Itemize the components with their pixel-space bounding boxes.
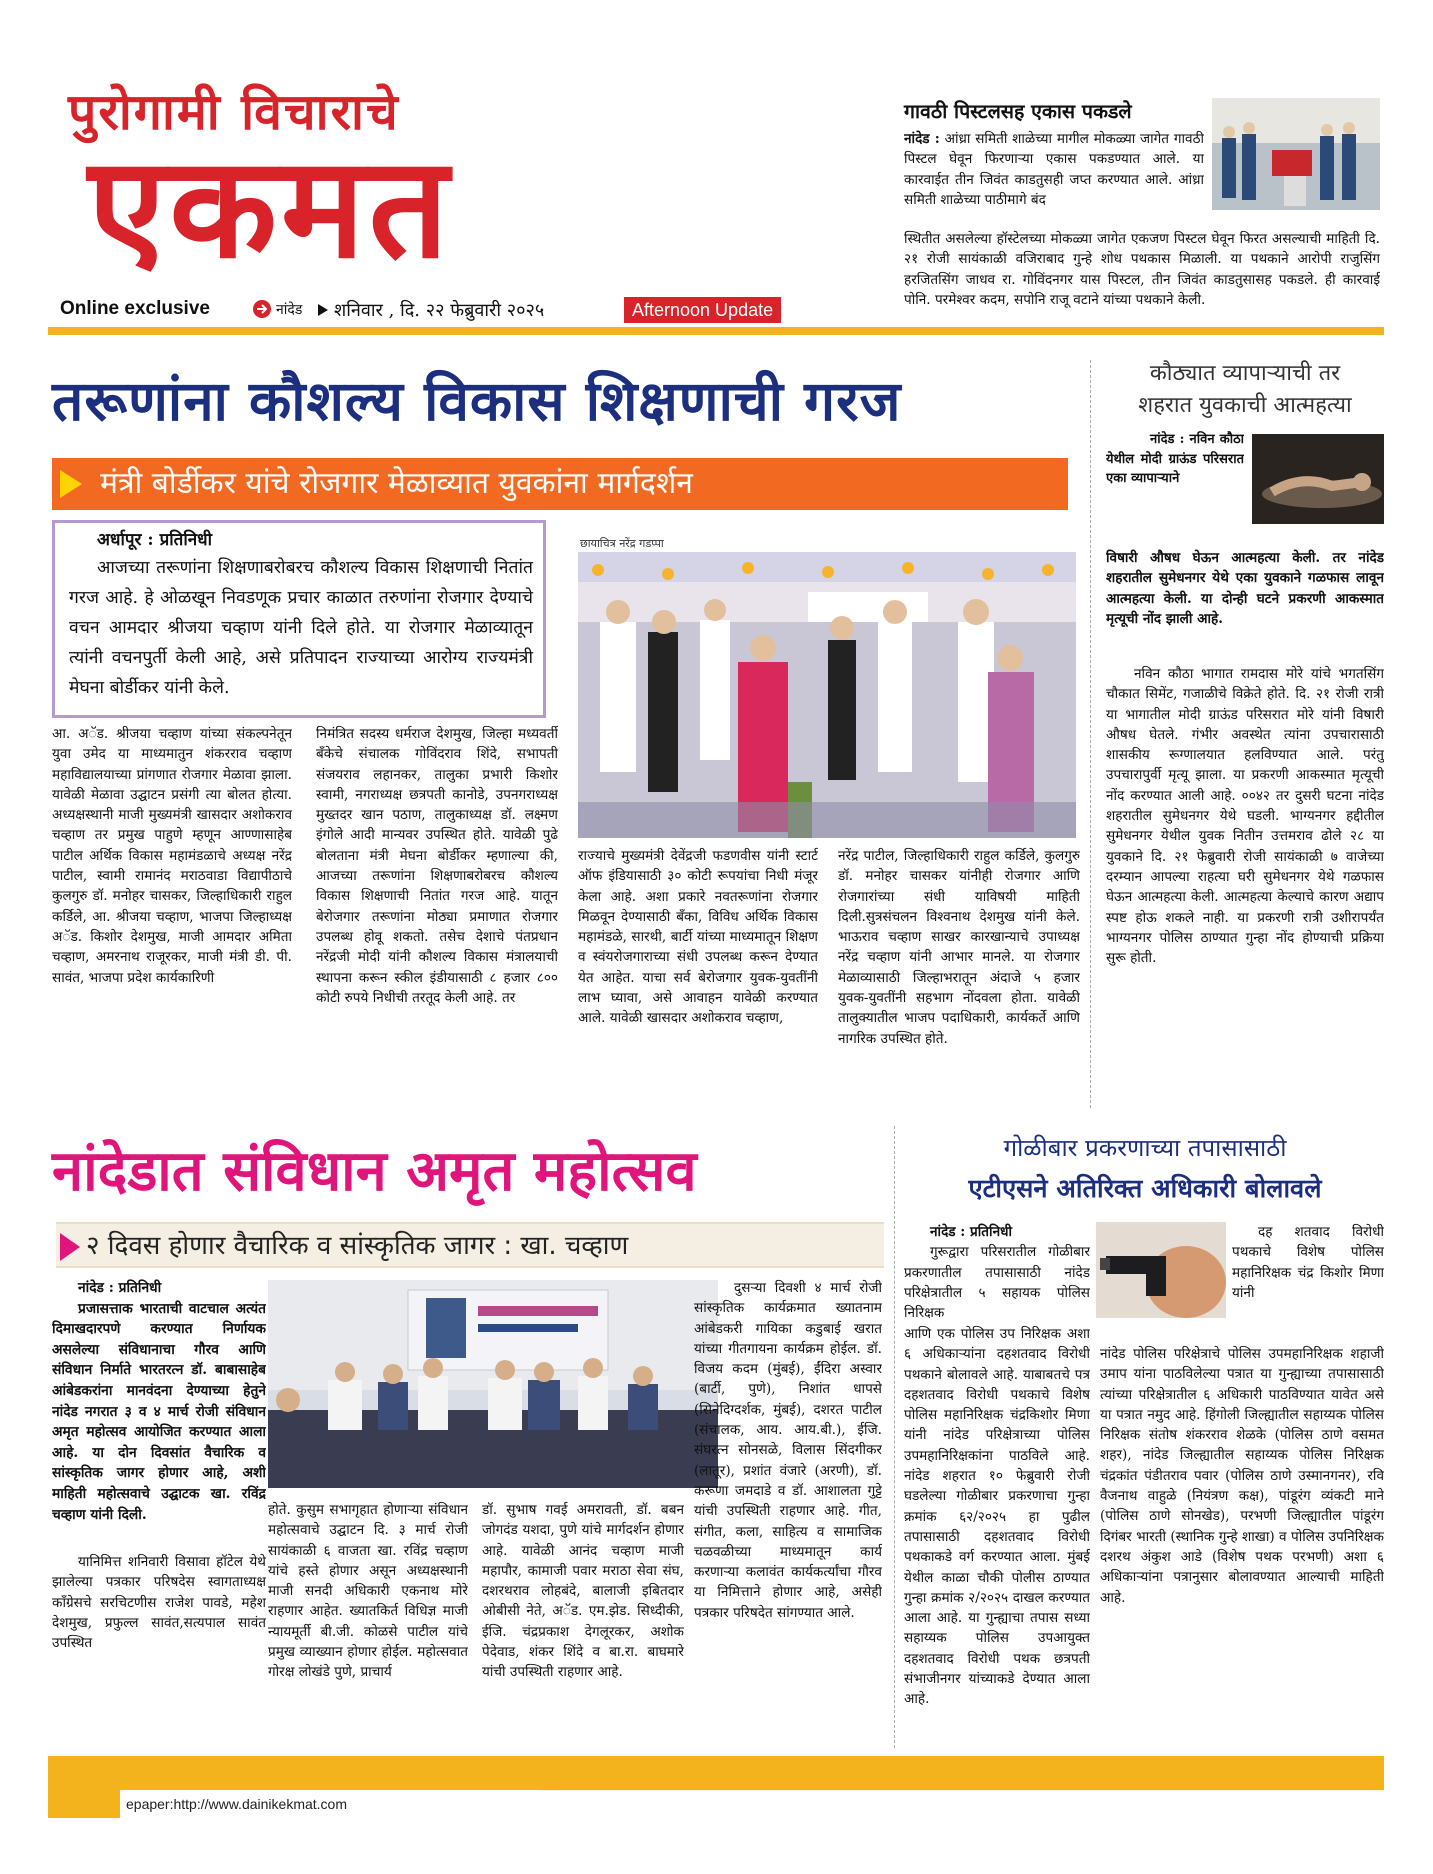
pink-triangle-icon bbox=[60, 1233, 80, 1261]
footer-epaper-link[interactable]: epaper:http://www.dainikekmat.com bbox=[126, 1796, 347, 1812]
suicide-intro-top: नविन कौठा येथील मोदी ग्राऊंड परिसरात एका व्यापाऱ्याने bbox=[1106, 432, 1244, 486]
suicide-story-top bbox=[1106, 430, 1244, 548]
column-divider bbox=[1090, 360, 1091, 1108]
firing-dateline: नांदेड : प्रतिनिधी bbox=[930, 1224, 1012, 1240]
top-gold-rule bbox=[48, 327, 1384, 335]
constitution-intro-block bbox=[52, 1278, 266, 1548]
firing-col2-top: दह शतवाद विरोधी पथकाचे विशेष पोलिस महानिरिक्षक चंद्र किशोर मिणा यांनी bbox=[1232, 1224, 1384, 1301]
lead-subhead: मंत्री बोर्डीकर यांचे रोजगार मेळाव्यात युवकांना मार्गदर्शन bbox=[100, 466, 693, 501]
dateline-date: शनिवार , दि. २२ फेब्रुवारी २०२५ bbox=[334, 300, 545, 321]
lead-subhead-bar bbox=[52, 458, 1068, 510]
constitution-column-3: डॉ. सुभाष गवई अमरावती, डॉ. बबन जोगदंड यशदा, पुणे यांचे मार्गदर्शन होणार आहे. यावेळी आनंद चव्हाण माजी महापौर, कामाजी पवार मराठा सेवा संघ, दशरथराव लोहबंदे, बालाजी इबितदार ओबीसी नेते, अॅड. एम.झेड. सिध्दीकी, ईजि. चंद्रप्रकाश देगलूरकर, अशोक पेदेवाड, शंकर शिंदे व बा.रा. बाघमारे यांची उपस्थिती राहणार आहे. bbox=[482, 1502, 684, 1681]
play-triangle-icon bbox=[318, 304, 328, 316]
pistol-story-body: स्थितीत असलेल्या हॉस्टेलच्या मोकळ्या जागेत एकजण पिस्टल घेवून फिरत असल्याची माहिती दि. २१ रोजी सायंकाळी वजिराबाद गुन्हे शोध पथकास मिळाली. या पथकाने आरोपी राजुसिंग हरजितसिंग जाधव रा. गोविंदनगर यास पिस्टल, तीन जिवंत काडतुसासह पकडले. ही कारवाई पोनि. परमेश्वर कदम, सपोनि राजू वटाने यांच्या पथकाने केली. bbox=[904, 231, 1380, 308]
constitution-column-4: दुसऱ्या दिवशी ४ मार्च रोजी सांस्कृतिक कार्यक्रमात ख्यातनाम आंबेडकरी गायिका कडुबाई खरात यांच्या गीतगायना कार्यक्रम होईल. डॉ. विजय कदम (मुंबई), ईंदिरा अस्वार (बार्टी, पुणे), निशांत धापसे (सिनेदिग्दर्शक, मुंबई), दशरत पाटील (संचालक, आय. आय.बी.), ईजि. संघरत्न सोनसळे, विलास सिंदगीकर (लातूर), प्रशांत वंजारे (अरणी), डॉ. करूणा जमदाडे व डॉ. आशालता गुट्टे यांची उपस्थिती राहणार आहे. गीत, संगीत, कला, साहित्य व सामाजिक चळवळीच्या माध्यमातून कार्य करणाऱ्या कलावंत कार्यकर्त्यांचा गौरव या निमित्ताने होणार आहे, असेही पत्रकार परिषदेत सांगण्यात आले. bbox=[694, 1280, 882, 1621]
constitution-subhead-bar bbox=[56, 1222, 884, 1268]
firing-headline-line-1: गोळीबार प्रकरणाच्या तपासासाठी bbox=[1003, 1134, 1287, 1162]
column-divider bbox=[894, 1126, 895, 1748]
firing-col1-top bbox=[904, 1222, 1090, 1340]
press-conference-photo bbox=[268, 1280, 718, 1488]
edition-badge: Afternoon Update bbox=[624, 297, 781, 323]
suicide-headline-line-1: कौठ्यात व्यापाऱ्याची तर bbox=[1149, 361, 1341, 386]
firing-col1-top-text: गुरूद्वारा परिसरातील गोळीबार प्रकरणातील तपासासाठी नांदेड परिक्षेत्रातील ५ सहायक पोलिस निरिक्षक bbox=[904, 1244, 1090, 1322]
constitution-intro: प्रजासत्ताक भारताची वाटचाल अत्यंत दिमाखदारपणे करण्यात निर्णायक असलेल्या संविधानाचा गौरव आणि संविधान निर्माते भारतरत्न डॉ. बाबासाहेब आंबेडकरांना मानवंदना देण्याच्या हेतुने नांदेड नगरात ३ व ४ मार्च रोजी संविधान अमृत महोत्सव आयोजित करण्यात आला आहे. या दोन दिवसांत वैचारिक व सांस्कृतिक जागर होणार आहे, अशी माहिती महोत्सवाचे उद्घाटक खा. रविंद्र चव्हाण यांनी दिली. bbox=[52, 1300, 266, 1523]
right-arrow-circle-icon bbox=[252, 299, 272, 319]
firing-column-1: आणि एक पोलिस उप निरिक्षक अशा ६ अधिकाऱ्यांना दहशतवाद विरोधी पथकाने बोलावले आहे. याबाबतचे पत्र दहशतवाद विरोधी पथकाचे विशेष पोलिस महानिरिक्षक चंद्रकिशोर मिणा यांनी नांदेड परिक्षेत्राच्या पोलिस उपमहानिरिक्षकांना पाठविले आहे. नांदेड शहरात १० फेब्रुवारी रोजी घडलेल्या गोळीबार प्रकरणाचा गुन्हा क्रमांक ६२/२०२५ हा पुढील तपासासाठी दहशतवाद विरोधी पथकाकडे वर्ग करण्यात आला. मुंबई येथील काळा चौकी पोलीस ठाण्यात गुन्हा क्रमांक २/२०२५ दाखल करण्यात आला आहे. या गुन्ह्याचा तपास सध्या सहाय्यक पोलिस उपआयुक्त दहशतवाद विरोधी पथक छत्रपती संभाजीनगर यांच्याकडे देण्यात आला आहे. bbox=[904, 1326, 1090, 1708]
pistol-story-lead-text: आंध्रा समिती शाळेच्या मागील मोकळ्या जागेत गावठी पिस्टल घेवून फिरणाऱ्या एकास पकडण्यात आले. या कारवाईत तीन जिवंत काडतुसही जप्त करण्यात आले. आंध्रा समिती शाळेच्या पाठीमागे बंद bbox=[904, 131, 1204, 208]
lead-column-4: नरेंद्र पाटील, जिल्हाधिकारी राहुल कर्डिले, कुलगुरु डॉ. मनोहर चासकर यांनीही रोजगार आणि रोजगारांच्या संधी याविषयी माहिती दिली.सुत्रसंचलन विश्वनाथ देशमुख यांनी केले. भाऊराव चव्हाण साखर कारखान्याचे उपाध्यक्ष नरेंद्र चव्हाण यांनी आभार मानले. या रोजगार मेळाव्यासाठी जिल्हाभरातून अंदाजे ५ हजार युवक-युवतींनी सहभाग नोंदवला होता. यावेळी तालुक्यातील भाजप पदाधिकारी, कार्यकर्ते आणि नागरिक उपस्थित होते. bbox=[838, 848, 1080, 1047]
lead-intro-box bbox=[52, 520, 546, 718]
constitution-headline: नांदेडात संविधान अमृत महोत्सव bbox=[52, 1139, 697, 1204]
online-exclusive-label: Online exclusive bbox=[60, 298, 210, 319]
firing-headline-line-2: एटीएसने अतिरिक्त अधिकारी बोलावले bbox=[968, 1174, 1322, 1204]
lead-column-1: आ. अॅड. श्रीजया चव्हाण यांच्या संकल्पनेतून युवा उमेद या माध्यमातुन शंकरराव चव्हाण महाविद्यालयाच्या प्रांगणात रोजगार मेळावा झाला. यावेळी मेळावा उद्घाटन प्रसंगी त्या बोलत होत्या. अध्यक्षस्थानी माजी मुख्यमंत्री खासदार अशोकराव चव्हाण तर प्रमुख पाहुणे म्हणून आण्णासाहेब पाटील अर्थिक विकास महामंडळाचे अध्यक्ष नरेंद्र पाटील, स्वामी रामानंद मराठवाडा विद्यापीठाचे कुलगुरु डॉ. मनोहर चासकर, जिल्हाधिकारी राहुल कर्डिले, आ. श्रीजया चव्हाण, भाजपा जिल्हाध्यक्ष अॅड. किशोर देशमुख, माजी आमदार अमिता चव्हाण, अमरनाथ राजूरकर, माजी मंत्री डी. पी. सावंत, भाजपा प्रदेश कार्यकारिणी bbox=[52, 726, 292, 986]
suicide-intro-rest: विषारी औषध घेऊन आत्महत्या केली. तर नांदेड शहरातील सुमेधनगर येथे एका युवकाने गळफास लावून आत्महत्या केली. या दोन्ही घटने प्रकरणी आकस्मात मृत्यूची नोंद झाली आहे. bbox=[1106, 550, 1384, 627]
lead-intro: आजच्या तरूणांना शिक्षणाबरोबरच कौशल्य विकास शिक्षणाची नितांत गरज आहे. हे ओळखून निवडणूक प्रचार काळात तरुणांना रोजगार देण्याचे वचन आमदार श्रीजया चव्हाण यांनी दिले होते. या रोजगार मेळाव्यातून त्यांनी वचनपुर्ती केली आहे, असे प्रतिपादन राज्याच्या आरोग्य राज्यमंत्री मेघना बोर्डीकर यांनी केले. bbox=[69, 558, 533, 698]
pistol-arrest-photo bbox=[1212, 98, 1380, 210]
lead-event-photo bbox=[578, 552, 1076, 838]
constitution-column-2: होते. कुसुम सभागृहात होणाऱ्या संविधान महोत्सवाचे उद्घाटन दि. ३ मार्च रोजी सायंकाळी ६ वाजता खा. रविंद्र चव्हाण यांचे हस्ते होणार असून अध्यक्षस्थानी माजी सनदी अधिकारी एकनाथ मोरे राहणार आहेत. ख्यातकिर्त विधिज्ञ माजी न्यायमूर्ती बी.जी. कोळसे पाटील यांचे प्रमुख व्याख्यान होणार होईल. महोत्सवात गोरक्ष लोखंडे पुणे, प्राचार्य bbox=[268, 1502, 468, 1681]
suicide-dateline: नांदेड : bbox=[1150, 432, 1185, 447]
masthead-title: एकमत bbox=[88, 126, 453, 290]
firing-column-2: नांदेड पोलिस परिक्षेत्राचे पोलिस उपमहानिरिक्षक शहाजी उमाप यांना पाठविलेल्या पत्रात या गुन्ह्याच्या तपासासाठी त्यांच्या परिक्षेत्रातील ६ अधिकारी पाठविण्यात यावेत असे या पत्रात नमुद आहे. हिंगोली जिल्ह्यातील सहाय्यक पोलिस निरिक्षक संतोष शंकरराव शेळके (पोलिस ठाणे वसमत शहर), नांदेड जिल्ह्यातील सहाय्यक पोलिस निरिक्षक चंद्रकांत पंडीतराव पवार (पोलिस ठाणे उस्मानगनर), रवि वैजनाथ वाहुळे (नियंत्रण कक्ष), पांडूरंग व्यंकटी माने (पोलिस ठाणे सोनखेड), परभणी जिल्ह्यातील पांडूरंग दिगंबर भारती (स्थानिक गुन्हे शाखा) व पोलिस उपनिरिक्षक दशरथ अंकुश आडे (विशेष पथक परभणी) अशा ६ अधिकाऱ्यांना पत्रानुसार बोलावण्यात आल्याची माहिती आहे. bbox=[1100, 1346, 1384, 1606]
lead-column-3: राज्याचे मुख्यमंत्री देवेंद्रजी फडणवीस यांनी स्टार्ट ऑफ इंडियासाठी ३० कोटी रूपयांचा निधी मंजूर केला आहे. अशा प्रकारे नवतरूणांना रोजगार मिळवून देण्यासाठी बँका, विविध अर्थिक विकास महामंडळे, सारथी, बार्टी यांच्या माध्यमातून शिक्षण व स्वंयरोजगाराच्या संधी उपलब्ध करून देण्यात येत आहेत. याचा सर्व बेरोजगार युवक-युवतींनी लाभ घ्यावा, असे आवाहन यावेळी करण्यात आले. यावेळी खासदार अशोकराव चव्हाण, bbox=[578, 848, 818, 1027]
lead-column-2: निमंत्रित सदस्य धर्मराज देशमुख, जिल्हा मध्यवर्ती बँकेचे संचालक गोविंदराव शिंदे, सभापती संजयराव लहानकर, तालुका प्रभारी किशोर स्वामी, नगराध्यक्ष छत्रपती कानोडे, उपनगराध्यक्ष मुख्तदर खान पठाण, तालुकाध्यक्ष डॉ. लक्ष्मण इंगोले आदी मान्यवर उपस्थित होते. यावेळी पुढे बोलताना मंत्री मेघना बोर्डीकर म्हणाल्या की, आजच्या तरूणांना शिक्षणाबरोबरच कौशल्य विकास शिक्षणाची नितांत गरज आहे. यातून बेरोजगार तरूणांना मोठ्या प्रमाणात रोजगार उपलब्ध होवू शकतो. तसेच देशाचे पंतप्रधान नरेंद्रजी मोदी यांनी कौशल्य विकास मंत्रालयाची स्थापना करून स्कील इंडीयासाठी ८ हजार ८०० कोटी रुपये निधीची तरतूद केली आहे. तर bbox=[316, 726, 558, 1006]
photo-credit: छायाचित्र नरेंद्र गडप्पा bbox=[580, 537, 664, 550]
constitution-subhead: २ दिवस होणार वैचारिक व सांस्कृतिक जागर : खा. चव्हाण bbox=[86, 1231, 629, 1261]
pistol-story-headline: गावठी पिस्टलसह एकास पकडले bbox=[904, 100, 1132, 123]
constitution-dateline: नांदेड : प्रतिनिधी bbox=[78, 1280, 162, 1296]
lead-headline: तरूणांना कौशल्य विकास शिक्षणाची गरज bbox=[52, 369, 902, 433]
masthead-tagline: पुरोगामी विचाराचे bbox=[68, 82, 400, 141]
dateline-city: नांदेड bbox=[276, 302, 303, 318]
suicide-body: नविन कौठा भागात रामदास मोरे यांचे भगतसिंग चौकात सिमेंट, गजाळीचे विक्रेते होते. दि. २१ रोजी रात्री या भागातील मोदी ग्राऊंड परिसरात मोरे यांनी विषारी औषध घेतले. गंभीर अवस्थेत त्यांना उपचारासाठी शासकीय रूग्णालयात हलविण्यात आले. परंतु उपचारापुर्वी मृत्यू झाला. या प्रकरणी आकस्मात मृत्यूची नोंद करण्यात आली आहे. ००४२ तर दुसरी घटना नांदेड शहरातील सुमेधनगर येथे घडली. भाग्यनगर हद्दीतील सुमेधनगर येथील युवक नितीन उत्तमराव ढोले २८ या युवकाने दि. २१ फेब्रुवारी रोजी सायंकाळी ७ वाजेच्या दरम्यान आपल्या राहत्या घरी सुमेधनगर येथे गळफास घेऊन आत्महत्या केली. आत्महत्या केल्याचे कारण अद्याप स्पष्ट होऊ शकले नाही. या प्रकरणी रात्री उशीरापर्यंत भाग्यनगर पोलिस ठाण्यात गुन्हा नोंद होण्याची प्रक्रिया सुरू होती. bbox=[1106, 666, 1384, 967]
pistol-story-dateline: नांदेड : bbox=[904, 131, 940, 147]
orange-triangle-icon bbox=[60, 470, 82, 498]
constitution-column-1: यानिमित्त शनिवारी विसावा हॉटेल येथे झालेल्या पत्रकार परिषदेस स्वागताध्यक्ष काँग्रेसचे सरचिटणीस राजेश पावडे, महेश देशमुख, प्रफुल्ल सावंत,सत्यपाल सावंत उपस्थित bbox=[52, 1554, 266, 1652]
pistol-story-lead bbox=[904, 129, 1204, 231]
suicide-photo bbox=[1252, 434, 1384, 524]
lead-dateline: अर्धापूर : प्रतिनिधी bbox=[97, 530, 213, 550]
gun-photo bbox=[1096, 1222, 1226, 1318]
suicide-headline-line-2: शहरात युवकाची आत्महत्या bbox=[1138, 393, 1352, 418]
